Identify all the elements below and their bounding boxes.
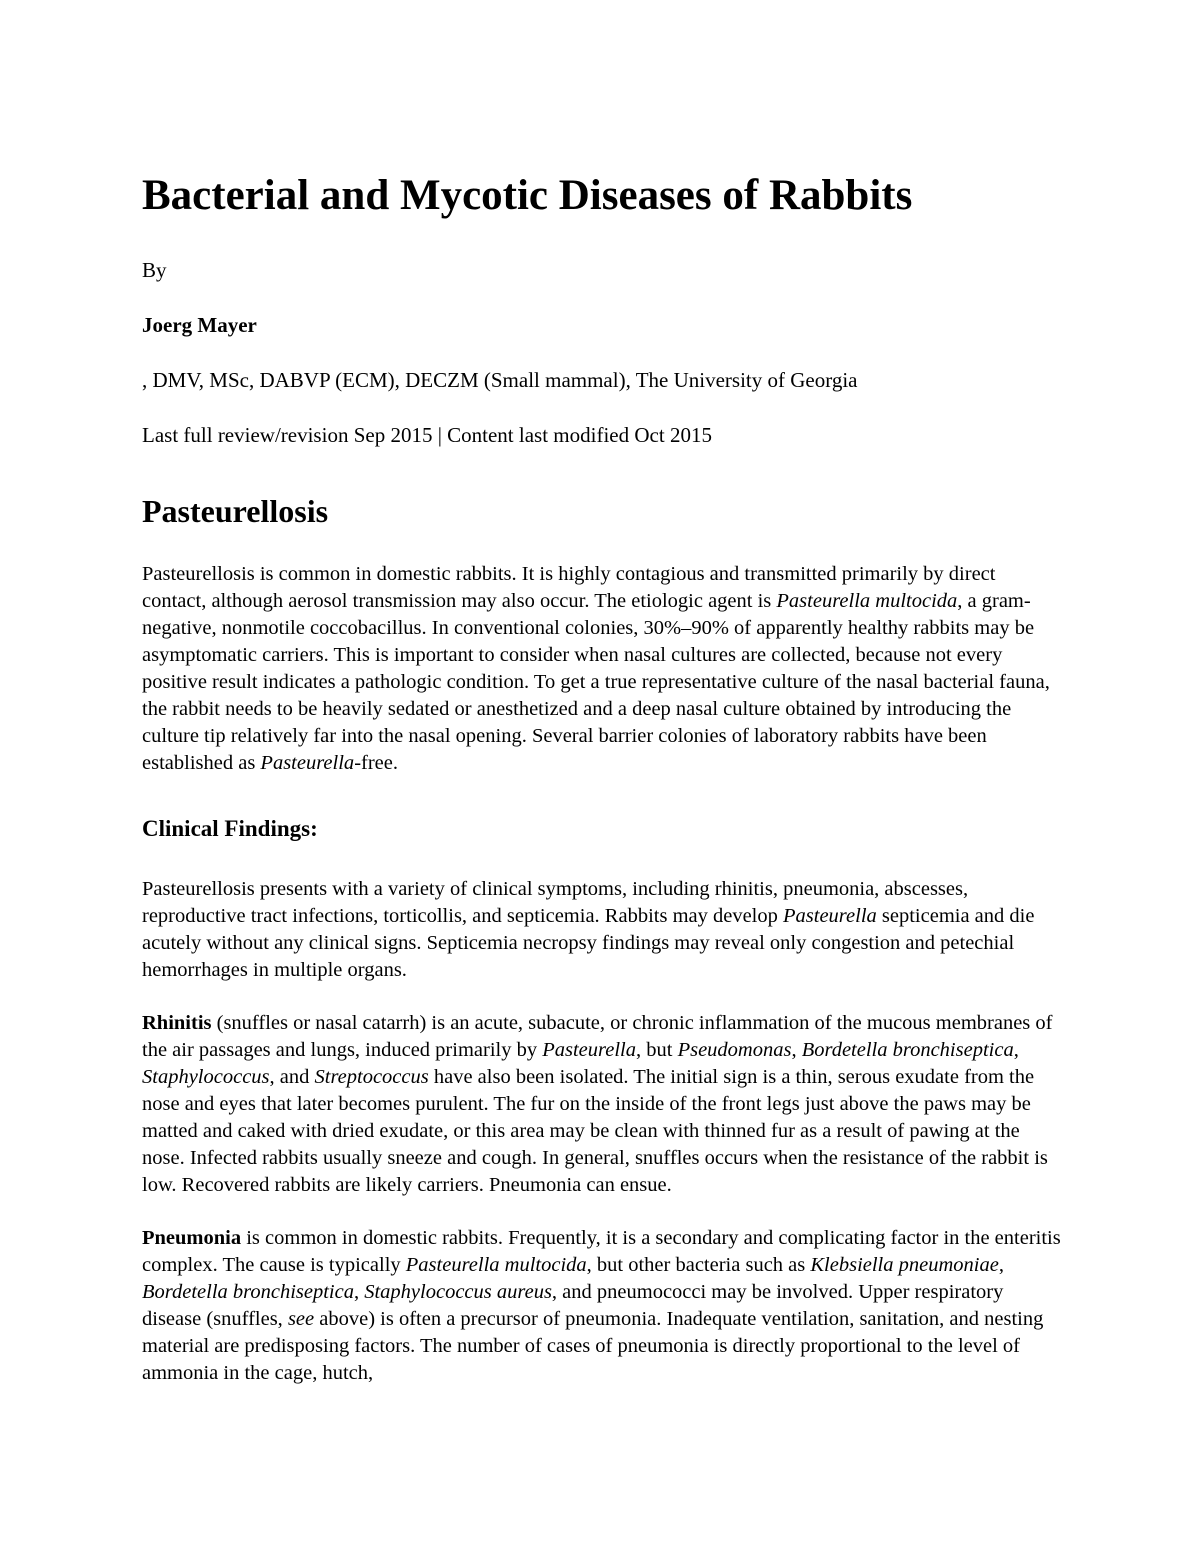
paragraph-rhinitis: Rhinitis (snuffles or nasal catarrh) is an acute, subacute, or chronic inflammation of the mucous membranes of the air passages and lungs, induced primarily by Pasteurella, but Pseudomonas, Bordetella bronchiseptica, Staphylococcus, and Streptococcus have also been isolated. The initial sign is a thin, serous exudate from the nose and eyes that later becomes purulent. The fur on the inside of the front legs just above the paws may be matted and caked with dried exudate, or this area may be clean with thinned fur as a result of pawing at the nose. Infected rabbits usually sneeze and cough. In general, snuffles occurs when the resistance of the rabbit is low. Recovered rabbits are likely carriers. Pneumonia can ensue. — [142, 1012, 1053, 1197]
paragraph-pneumonia: Pneumonia is common in domestic rabbits. Frequently, it is a secondary and complicating factor in the enteritis complex. The cause is typically Pasteurella multocida, but other bacteria such as Klebsiella pneumoniae, Bordetella bronchiseptica, Staphylococcus aureus, and pneumococci may be involved. Upper respiratory disease (snuffles, see above) is often a precursor of pneumonia. Inadequate ventilation, sanitation, and nesting material are predisposing factors. The number of cases of pneumonia is directly proportional to the level of ammonia in the cage, hutch, — [142, 1227, 1061, 1385]
by-label: By — [142, 257, 167, 282]
author-name: Joerg Mayer — [142, 312, 257, 337]
section-heading-pasteurellosis: Pasteurellosis — [142, 493, 329, 530]
section-heading-clinical-findings: Clinical Findings: — [142, 815, 318, 841]
author-credentials: , DMV, MSc, DABVP (ECM), DECZM (Small mammal), The University of Georgia — [142, 367, 858, 392]
paragraph-clinical-findings: Pasteurellosis presents with a variety of clinical symptoms, including rhinitis, pneumonia, abscesses, reproductive tract infections, torticollis, and septicemia. Rabbits may develop Pasteurella septicemia and die acutely without any clinical signs. Septicemia necropsy findings may reveal only congestion and petechial hemorrhages in multiple organs. — [142, 878, 1035, 982]
document-title: Bacterial and Mycotic Diseases of Rabbits — [142, 172, 913, 219]
paragraph-pasteurellosis-intro: Pasteurellosis is common in domestic rabbits. It is highly contagious and transmitted primarily by direct contact, although aerosol transmission may also occur. The etiologic agent is Pasteurella multocida, a gram-negative, nonmotile coccobacillus. In conventional colonies, 30%–90% of apparently healthy rabbits may be asymptomatic carriers. This is important to consider when nasal cultures are collected, because not every positive result indicates a pathologic condition. To get a true representative culture of the nasal bacterial fauna, the rabbit needs to be heavily sedated or anesthetized and a deep nasal culture obtained by introducing the culture tip relatively far into the nasal opening. Several barrier colonies of laboratory rabbits have been established as Pasteurella-free. — [142, 562, 1050, 774]
review-line: Last full review/revision Sep 2015 | Content last modified Oct 2015 — [142, 423, 712, 448]
